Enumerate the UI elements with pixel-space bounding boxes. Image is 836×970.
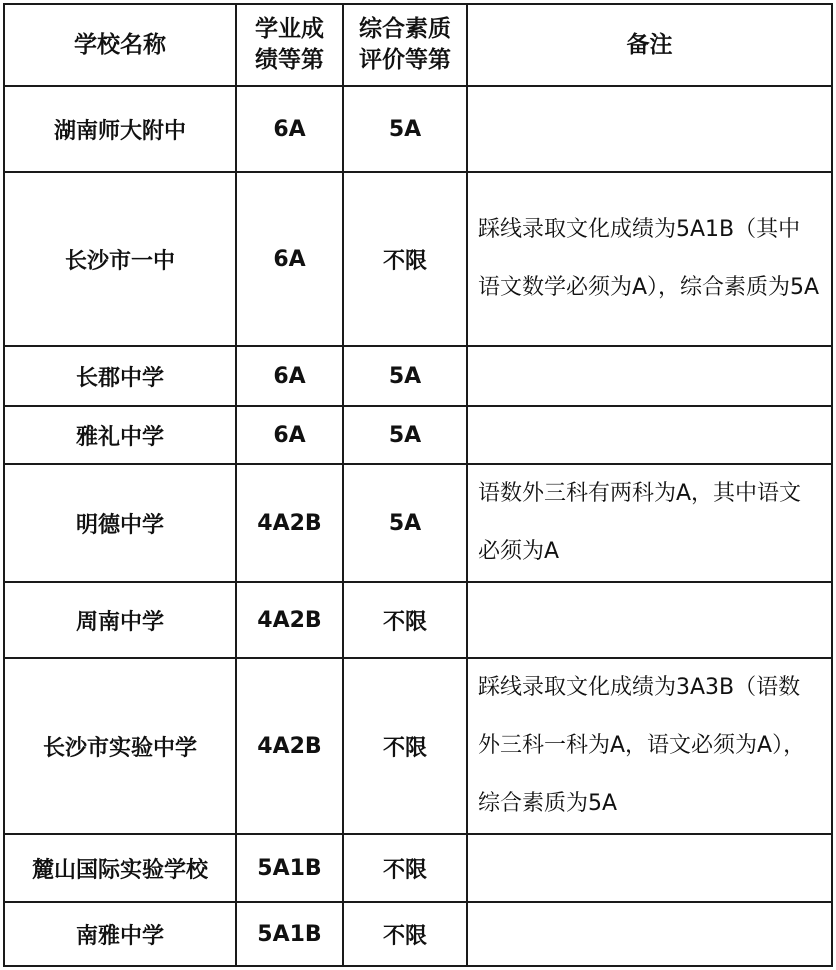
table-row — [4, 346, 832, 406]
academic-grade-cell: 5A1B — [236, 834, 343, 902]
academic-grade-cell: 4A2B — [236, 658, 343, 834]
table-row — [4, 582, 832, 658]
table-row — [4, 902, 832, 966]
header-school-name: 学校名称 — [4, 4, 236, 86]
table-row — [4, 86, 832, 172]
note-cell — [467, 902, 832, 966]
header-note: 备注 — [467, 4, 832, 86]
quality-grade-cell: 5A — [343, 346, 467, 406]
quality-grade-cell: 5A — [343, 406, 467, 464]
header-academic-grade — [236, 4, 343, 86]
note-cell — [467, 86, 832, 172]
table-row — [4, 658, 832, 834]
header-academic-grade-line2: 绩等第 — [255, 47, 324, 73]
academic-grade-cell: 6A — [236, 172, 343, 346]
school-name-cell: 长郡中学 — [4, 346, 236, 406]
header-quality-grade-line2: 评价等第 — [359, 47, 451, 73]
table-row — [4, 172, 832, 346]
school-name-cell: 麓山国际实验学校 — [4, 834, 236, 902]
table-row — [4, 834, 832, 902]
academic-grade-cell: 5A1B — [236, 902, 343, 966]
academic-grade-cell: 4A2B — [236, 464, 343, 582]
school-name-cell: 湖南师大附中 — [4, 86, 236, 172]
school-name-cell: 长沙市实验中学 — [4, 658, 236, 834]
school-name-cell: 雅礼中学 — [4, 406, 236, 464]
note-cell — [467, 582, 832, 658]
quality-grade-cell: 不限 — [343, 902, 467, 966]
note-cell: 踩线录取文化成绩为5A1B（其中语文数学必须为A），综合素质为5A — [467, 172, 832, 346]
quality-grade-cell: 不限 — [343, 172, 467, 346]
note-cell — [467, 346, 832, 406]
quality-grade-cell: 不限 — [343, 834, 467, 902]
note-cell — [467, 406, 832, 464]
quality-grade-cell: 5A — [343, 86, 467, 172]
academic-grade-cell: 6A — [236, 406, 343, 464]
note-cell: 踩线录取文化成绩为3A3B（语数外三科一科为A，语文必须为A），综合素质为5A — [467, 658, 832, 834]
header-academic-grade-line1: 学业成 — [255, 16, 324, 42]
header-quality-grade-line1: 综合素质 — [359, 16, 451, 42]
table-header-row — [4, 4, 832, 86]
school-name-cell: 周南中学 — [4, 582, 236, 658]
academic-grade-cell: 6A — [236, 346, 343, 406]
academic-grade-cell: 4A2B — [236, 582, 343, 658]
quality-grade-cell: 不限 — [343, 582, 467, 658]
quality-grade-cell: 不限 — [343, 658, 467, 834]
academic-grade-cell: 6A — [236, 86, 343, 172]
header-quality-grade — [343, 4, 467, 86]
school-name-cell: 长沙市一中 — [4, 172, 236, 346]
table-row — [4, 406, 832, 464]
school-name-cell: 南雅中学 — [4, 902, 236, 966]
note-cell: 语数外三科有两科为A，其中语文必须为A — [467, 464, 832, 582]
school-name-cell: 明德中学 — [4, 464, 236, 582]
admission-requirements-table — [3, 3, 833, 967]
table-row — [4, 464, 832, 582]
quality-grade-cell: 5A — [343, 464, 467, 582]
note-cell — [467, 834, 832, 902]
